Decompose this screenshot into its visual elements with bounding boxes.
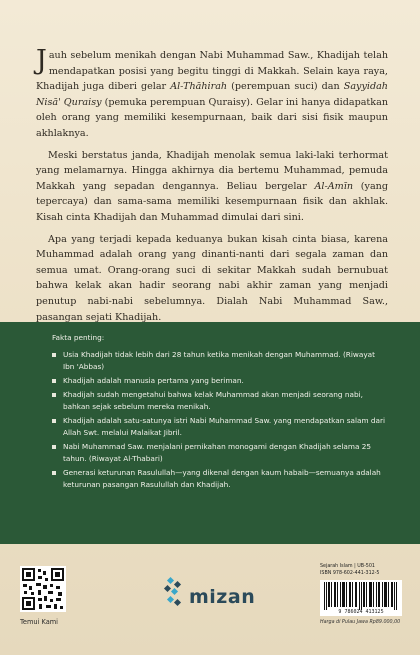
isbn-label: ISBN 978-602-441-312-5	[320, 571, 380, 576]
barcode-icon	[320, 580, 402, 616]
isbn-block	[320, 564, 402, 625]
facts-list	[52, 332, 388, 493]
bullet-icon	[52, 379, 56, 383]
fact-item: Nabi Muhammad Saw. menjalani pernikahan monogami dengan Khadijah selama 25 tahun. (Riwayat Al-Thabari)	[52, 441, 388, 465]
barcode-number: 9 786024 413125	[338, 609, 384, 615]
drop-cap: J	[36, 45, 47, 76]
fact-item: Khadijah adalah satu-satunya istri Nabi Muhammad Saw. yang mendapatkan salam dari Allah Swt. melalui Malaikat Jibril.	[52, 415, 388, 439]
title-sayyidah: Sayyidah Nisā' Quraisy	[36, 81, 388, 108]
fact-item: Khadijah sudah mengetahui bahwa kelak Muhammad akan menjadi seorang nabi, bahkan sejak sebelum mereka menikah.	[52, 389, 388, 413]
facts-band	[0, 322, 420, 544]
qr-caption: Temui Kami	[20, 618, 58, 626]
title-al-thahirah: Al-Thāhirah	[170, 81, 228, 93]
price-label: Harga di Pulau Jawa Rp89.000,00	[320, 620, 401, 625]
bullet-icon	[52, 353, 56, 357]
synopsis-paragraph-2: Meski berstatus janda, Khadijah menolak semua laki-laki terhormat yang melamarnya. Hingga akhirnya dia bertemu Muhammad, pemuda Makkah yang sepadan dengannya. Beliau bergelar Al-Amīn (yang tepercaya) dan sama-sama memiliki kesempurnaan fisik dan akhlak. Kisah cinta Khadijah dan Muhammad dimulai dari sini.	[36, 149, 388, 223]
fact-item: Khadijah adalah manusia pertama yang beriman.	[52, 375, 388, 387]
bullet-icon	[52, 471, 56, 475]
footer	[0, 544, 420, 655]
synopsis-paragraph-1: Jauh sebelum menikah dengan Nabi Muhammad Saw., Khadijah telah mendapatkan posisi yang begitu tinggi di Makkah. Selain kaya raya, Khadijah juga diberi gelar Al-Thāhirah (perempuan suci) dan Sayyidah Nisā' Quraisy (pemuka perempuan Quraisy). Gelar ini hanya didapatkan oleh orang yang memiliki kesempurnaan, baik dari sisi fisik maupun akhlaknya.	[36, 45, 388, 139]
bullet-icon	[52, 393, 56, 397]
title-al-amin: Al-Amīn	[314, 180, 354, 192]
category-label: Sejarah Islam | UB-501	[320, 564, 375, 569]
publisher-logo	[163, 576, 283, 616]
qr-code-icon[interactable]	[20, 566, 66, 612]
facts-title: Fakta penting:	[52, 333, 105, 342]
synopsis	[36, 45, 388, 331]
synopsis-paragraph-3: Apa yang terjadi kepada keduanya bukan kisah cinta biasa, karena Muhammad adalah orang yang dinanti-nanti dari segala zaman dan semua umat. Orang-orang suci di sekitar Makkah sudah bernubuat bahwa kelak akan hadir seorang nabi akhir zaman yang menjadi penutup nabi-nabi sebelumnya. Dialah Nabi Muhammad Saw., pasangan sejati Khadijah.	[36, 233, 388, 323]
fact-item: Usia Khadijah tidak lebih dari 28 tahun ketika menikah dengan Muhammad. (Riwayat Ibn 'Abbas)	[52, 349, 388, 373]
publisher-name: mizan	[189, 586, 256, 608]
fact-item: Generasi keturunan Rasulullah—yang dikenal dengan kaum habaib—semuanya adalah keturunan pasangan Rasulullah dan Khadijah.	[52, 467, 388, 491]
bullet-icon	[52, 445, 56, 449]
bullet-icon	[52, 419, 56, 423]
